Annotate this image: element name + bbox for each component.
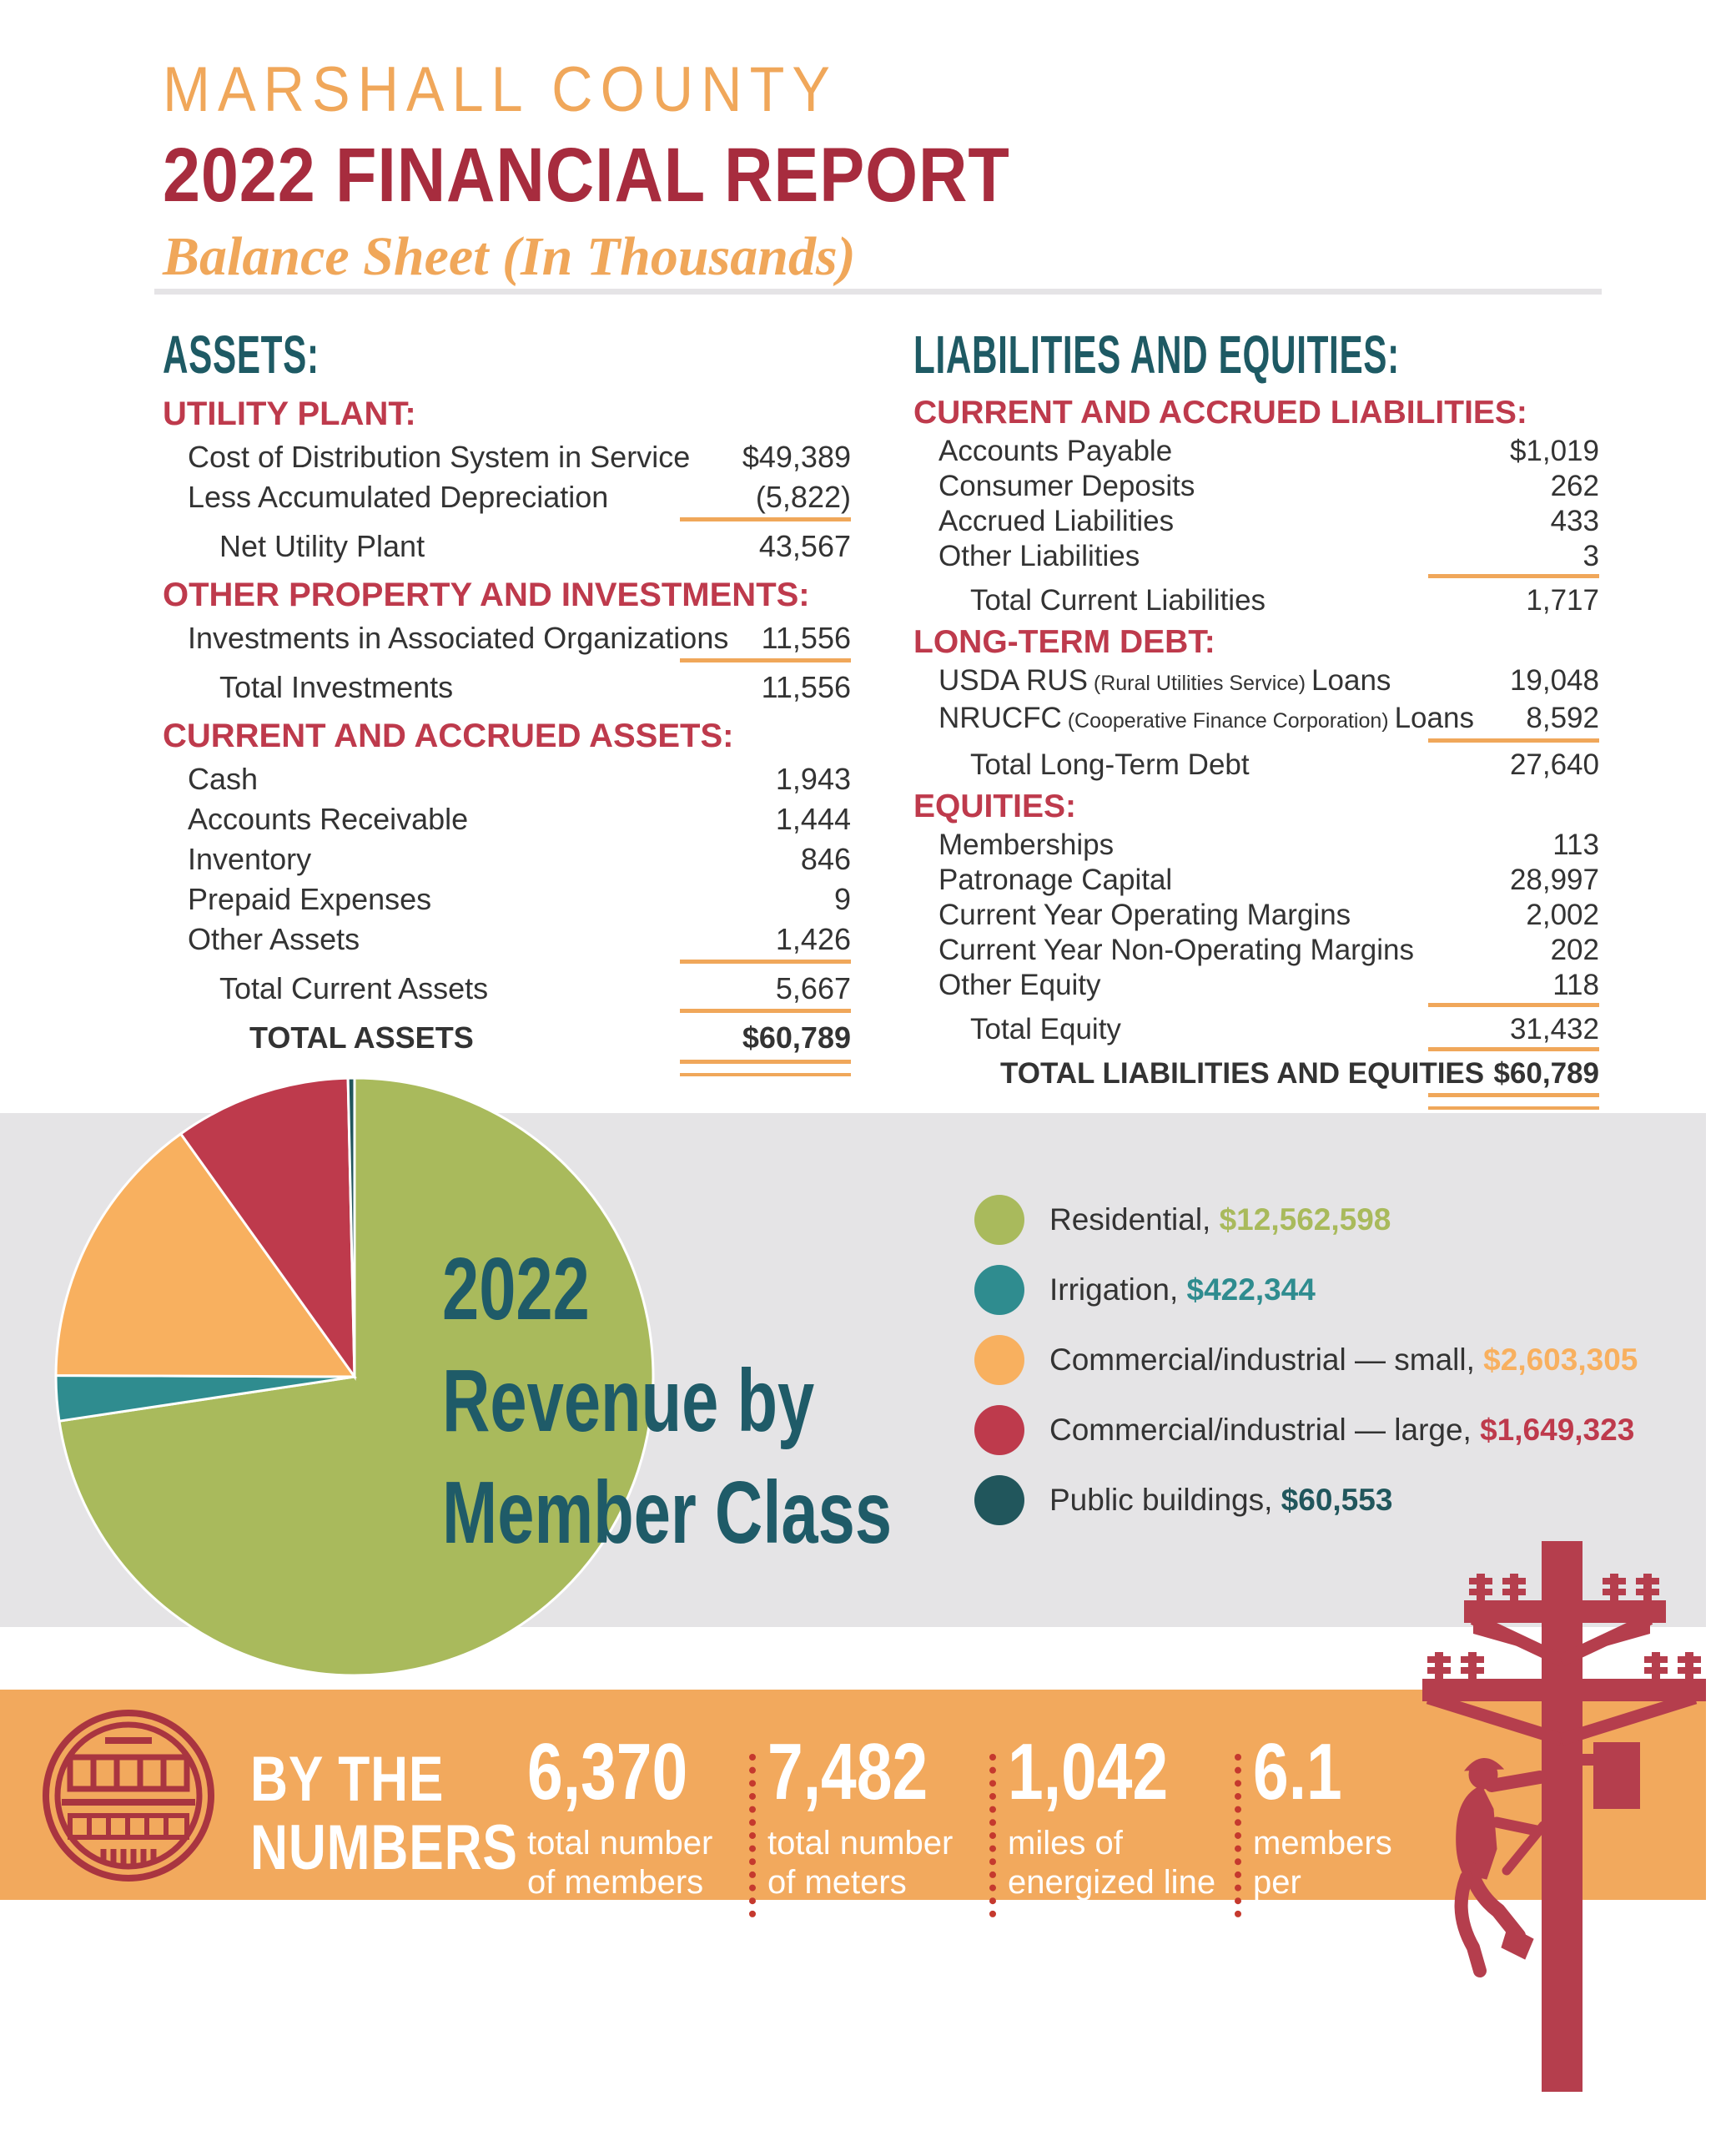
row-label: Prepaid Expenses (188, 882, 432, 916)
legend-label: Commercial/industrial — large, $1,649,323 (1049, 1413, 1635, 1447)
value-underline (1428, 1093, 1599, 1110)
by-the-numbers-title: BY THE NUMBERS (250, 1744, 518, 1883)
row-value: 118 (1552, 969, 1599, 1001)
stat-block (1008, 1729, 1223, 1942)
row-value: 27,640 (1509, 748, 1599, 781)
balance-row (163, 668, 851, 708)
balance-row (163, 759, 851, 799)
row-value: 9 (833, 882, 851, 916)
row-value: 1,943 (775, 762, 851, 796)
stat-label (767, 1824, 978, 1902)
balance-row (163, 526, 851, 567)
report-title: 2022 FINANCIAL REPORT (163, 133, 1010, 218)
balance-row (163, 919, 851, 960)
balance-row (913, 1012, 1599, 1047)
legend-item (974, 1185, 1638, 1255)
stat-label-line: miles of (1008, 1825, 1123, 1861)
balance-row (913, 968, 1599, 1003)
section-header: LONG-TERM DEBT: (913, 624, 1215, 660)
row-label: Total Equity (970, 1013, 1121, 1045)
legend-label: Residential, $12,562,598 (1049, 1202, 1391, 1237)
assets-title: ASSETS: (163, 325, 320, 385)
legend-label: Public buildings, $60,553 (1049, 1483, 1393, 1517)
legend-color-dot (974, 1405, 1024, 1455)
stat-label-line: energized line (1008, 1864, 1216, 1901)
balance-row (163, 618, 851, 658)
row-value: 3 (1583, 540, 1599, 572)
stat-label (527, 1824, 737, 1902)
row-value: 19,048 (1509, 664, 1599, 697)
row-value: 262 (1550, 470, 1599, 502)
balance-row (913, 539, 1599, 574)
balance-row (913, 863, 1599, 898)
row-value: (5,822) (755, 480, 851, 514)
electric-meter-icon (40, 1707, 217, 1884)
balance-row (913, 933, 1599, 968)
legend-item (974, 1325, 1638, 1395)
row-label: USDA RUS (Rural Utilities Service) Loans (938, 664, 1391, 697)
legend-item (974, 1465, 1638, 1535)
legend-value: $422,344 (1186, 1272, 1316, 1307)
row-value: 1,444 (775, 802, 851, 836)
balance-row (163, 839, 851, 879)
legend-value: $60,553 (1281, 1483, 1393, 1517)
row-label: Consumer Deposits (938, 470, 1195, 502)
legend-value: $1,649,323 (1480, 1413, 1635, 1447)
row-value: $60,789 (1493, 1057, 1599, 1090)
row-value: 28,997 (1509, 864, 1599, 896)
legend-color-dot (974, 1195, 1024, 1245)
balance-row (913, 583, 1599, 618)
row-value: 846 (800, 842, 851, 876)
legend-value: $2,603,305 (1483, 1343, 1638, 1377)
balance-row (913, 663, 1599, 701)
balance-row (913, 748, 1599, 783)
statistics-row (527, 1729, 1445, 1942)
row-label-note: (Rural Utilities Service) (1087, 672, 1312, 695)
pie-chart-title: 2022 Revenue by Member Class (442, 1240, 893, 1562)
legend-label: Irrigation, $422,344 (1049, 1272, 1316, 1307)
value-underline (1428, 738, 1599, 746)
row-label: Total Investments (219, 670, 454, 704)
row-label: Patronage Capital (938, 864, 1173, 896)
stat-label-line: of meters (767, 1864, 907, 1901)
row-value: 113 (1552, 829, 1599, 861)
report-subtitle: Balance Sheet (In Thousands) (163, 226, 856, 287)
legend-value: $12,562,598 (1219, 1202, 1391, 1237)
row-label: Investments in Associated Organizations (188, 621, 729, 655)
balance-row (913, 1056, 1599, 1091)
stat-value (527, 1729, 737, 1816)
row-label: Total Current Assets (219, 971, 489, 1005)
stat-value-text: 6,370 (527, 1727, 688, 1816)
stat-label-line: total number (527, 1825, 713, 1861)
row-value: $49,389 (742, 440, 851, 474)
row-value: 1,717 (1526, 584, 1599, 617)
row-label: TOTAL ASSETS (249, 1020, 474, 1055)
stat-value-text: 1,042 (1008, 1727, 1169, 1816)
stat-divider (1235, 1754, 1241, 1917)
row-value: 5,667 (775, 971, 851, 1005)
row-label: Net Utility Plant (219, 529, 425, 563)
balance-row (163, 799, 851, 839)
row-label: Memberships (938, 829, 1115, 861)
liabilities-column (913, 327, 1599, 1111)
row-label: Other Assets (188, 922, 360, 956)
balance-row (913, 898, 1599, 933)
row-label: Less Accumulated Depreciation (188, 480, 609, 514)
balance-row (163, 437, 851, 477)
stat-label-line: mile of line (1253, 1903, 1413, 1940)
stat-value (767, 1729, 978, 1816)
row-label: Accounts Payable (938, 435, 1173, 467)
section-header: OTHER PROPERTY AND INVESTMENTS: (163, 577, 810, 613)
balance-row (163, 477, 851, 517)
row-label: Other Equity (938, 969, 1101, 1001)
row-value: $1,019 (1509, 435, 1599, 467)
stat-value-text: 6.1 (1253, 1727, 1342, 1816)
stat-label-line: members per (1253, 1825, 1392, 1901)
stat-block (767, 1729, 978, 1942)
row-label: Other Liabilities (938, 540, 1140, 572)
section-header: CURRENT AND ACCRUED LIABILITIES: (913, 395, 1527, 431)
value-underline (680, 658, 851, 666)
section-header: UTILITY PLANT: (163, 395, 416, 432)
row-label: Current Year Operating Margins (938, 899, 1351, 931)
row-label: Accounts Receivable (188, 802, 469, 836)
legend-color-dot (974, 1265, 1024, 1315)
row-value: 43,567 (758, 529, 851, 563)
section-header: CURRENT AND ACCRUED ASSETS: (163, 718, 734, 754)
lineman-silhouette (1457, 1758, 1543, 1971)
row-label: Total Long-Term Debt (970, 748, 1250, 781)
report-header (163, 48, 1125, 295)
row-label-note: (Cooperative Finance Corporation) (1061, 709, 1395, 733)
row-value: 31,432 (1509, 1013, 1599, 1045)
row-label: Total Current Liabilities (970, 584, 1266, 617)
balance-row (913, 701, 1599, 738)
stat-divider (989, 1754, 996, 1917)
row-value: $60,789 (742, 1020, 851, 1055)
liabilities-title: LIABILITIES AND EQUITIES: (913, 325, 1400, 385)
value-underline (680, 960, 851, 967)
row-value: 2,002 (1526, 899, 1599, 931)
balance-row (913, 434, 1599, 469)
balance-row (913, 469, 1599, 504)
legend-item (974, 1395, 1638, 1465)
stat-value (1008, 1729, 1223, 1816)
row-label: Cash (188, 762, 259, 796)
row-label: Accrued Liabilities (938, 505, 1175, 537)
stat-label (1008, 1824, 1223, 1902)
stat-label-line: total number (767, 1825, 954, 1861)
row-value: 1,426 (775, 922, 851, 956)
row-value: 433 (1550, 505, 1599, 537)
value-underline (1428, 1003, 1599, 1010)
value-underline (1428, 574, 1599, 582)
row-value: 11,556 (761, 621, 851, 655)
assets-column (163, 327, 851, 1078)
balance-row (913, 504, 1599, 539)
row-value: 202 (1550, 934, 1599, 966)
section-header: EQUITIES: (913, 788, 1077, 824)
row-label: NRUCFC (Cooperative Finance Corporation) Loans (938, 702, 1474, 734)
value-underline (680, 1009, 851, 1016)
row-label: TOTAL LIABILITIES AND EQUITIES (1000, 1057, 1485, 1090)
legend-color-dot (974, 1475, 1024, 1525)
row-label: Inventory (188, 842, 312, 876)
balance-row (163, 969, 851, 1009)
value-underline (680, 1060, 851, 1076)
row-value: 8,592 (1526, 702, 1599, 734)
value-underline (1428, 1047, 1599, 1055)
county-title: MARSHALL COUNTY (163, 54, 838, 125)
legend-item (974, 1255, 1638, 1325)
header-divider (154, 289, 1602, 295)
balance-row (163, 879, 851, 919)
stat-value-text: 7,482 (767, 1727, 928, 1816)
balance-row (913, 828, 1599, 863)
value-underline (680, 517, 851, 525)
row-value: 11,556 (761, 670, 851, 704)
legend-color-dot (974, 1335, 1024, 1385)
stat-divider (749, 1754, 756, 1917)
stat-block (527, 1729, 737, 1942)
legend-label: Commercial/industrial — small, $2,603,305 (1049, 1343, 1638, 1377)
stat-label-line: of members (527, 1864, 704, 1901)
row-label: Cost of Distribution System in Service (188, 440, 691, 474)
pie-chart-legend (974, 1185, 1638, 1535)
row-label: Current Year Non-Operating Margins (938, 934, 1415, 966)
balance-row (163, 1018, 851, 1058)
utility-pole-lineman-illustration (1401, 1535, 1736, 2136)
